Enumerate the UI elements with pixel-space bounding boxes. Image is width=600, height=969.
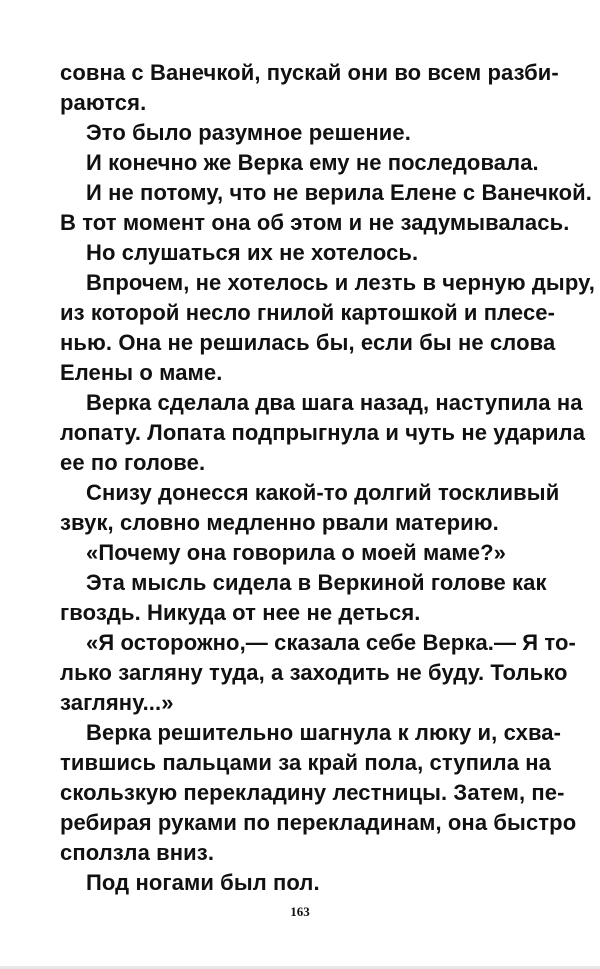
text-line: ее по голове. bbox=[60, 450, 206, 475]
text-line: лопату. Лопата подпрыгнула и чуть не ударила bbox=[60, 420, 586, 445]
text-line: совна с Ванечкой, пускай они во всем разби- bbox=[60, 60, 559, 85]
text-line: «Я осторожно,— сказала себе Верка.— Я то- bbox=[86, 630, 576, 655]
text-line: лько загляну туда, а заходить не буду. Только bbox=[60, 660, 568, 685]
text-line: Эта мысль сидела в Веркиной голове как bbox=[86, 570, 547, 595]
text-line: Верка сделала два шага назад, наступила на bbox=[86, 390, 583, 415]
body-text bbox=[60, 58, 595, 898]
text-line: Снизу донесся какой-то долгий тоскливый bbox=[86, 480, 560, 505]
text-line: Верка решительно шагнула к люку и, схва- bbox=[86, 720, 562, 745]
text-line: из которой несло гнилой картошкой и плесе- bbox=[60, 300, 556, 325]
page-number: 163 bbox=[290, 904, 310, 919]
text-line: Елены о маме. bbox=[60, 360, 223, 385]
text-line: гвоздь. Никуда от нее не деться. bbox=[60, 600, 421, 625]
text-line: В тот момент она об этом и не задумывалась. bbox=[60, 210, 570, 235]
text-line: Под ногами был пол. bbox=[86, 870, 320, 895]
text-line: тившись пальцами за край пола, ступила на bbox=[60, 750, 551, 775]
text-line: И не потому, что не верила Елене с Ванечкой. bbox=[86, 180, 593, 205]
text-line: звук, словно медленно рвали материю. bbox=[60, 510, 499, 535]
text-line: нью. Она не решилась бы, если бы не слова bbox=[60, 330, 556, 355]
text-line: И конечно же Верка ему не последовала. bbox=[86, 150, 539, 175]
text-line: раются. bbox=[60, 90, 147, 115]
text-line: Впрочем, не хотелось и лезть в черную дыру, bbox=[86, 270, 595, 295]
text-line: Это было разумное решение. bbox=[86, 120, 411, 145]
text-line: загляну...» bbox=[60, 690, 174, 715]
text-line: сползла вниз. bbox=[60, 840, 215, 865]
text-line: скользкую перекладину лестницы. Затем, пе- bbox=[60, 780, 565, 805]
text-line: ребирая руками по перекладинам, она быстро bbox=[60, 810, 577, 835]
text-line: Но слушаться их не хотелось. bbox=[86, 240, 419, 265]
text-line: «Почему она говорила о моей маме?» bbox=[86, 540, 506, 565]
